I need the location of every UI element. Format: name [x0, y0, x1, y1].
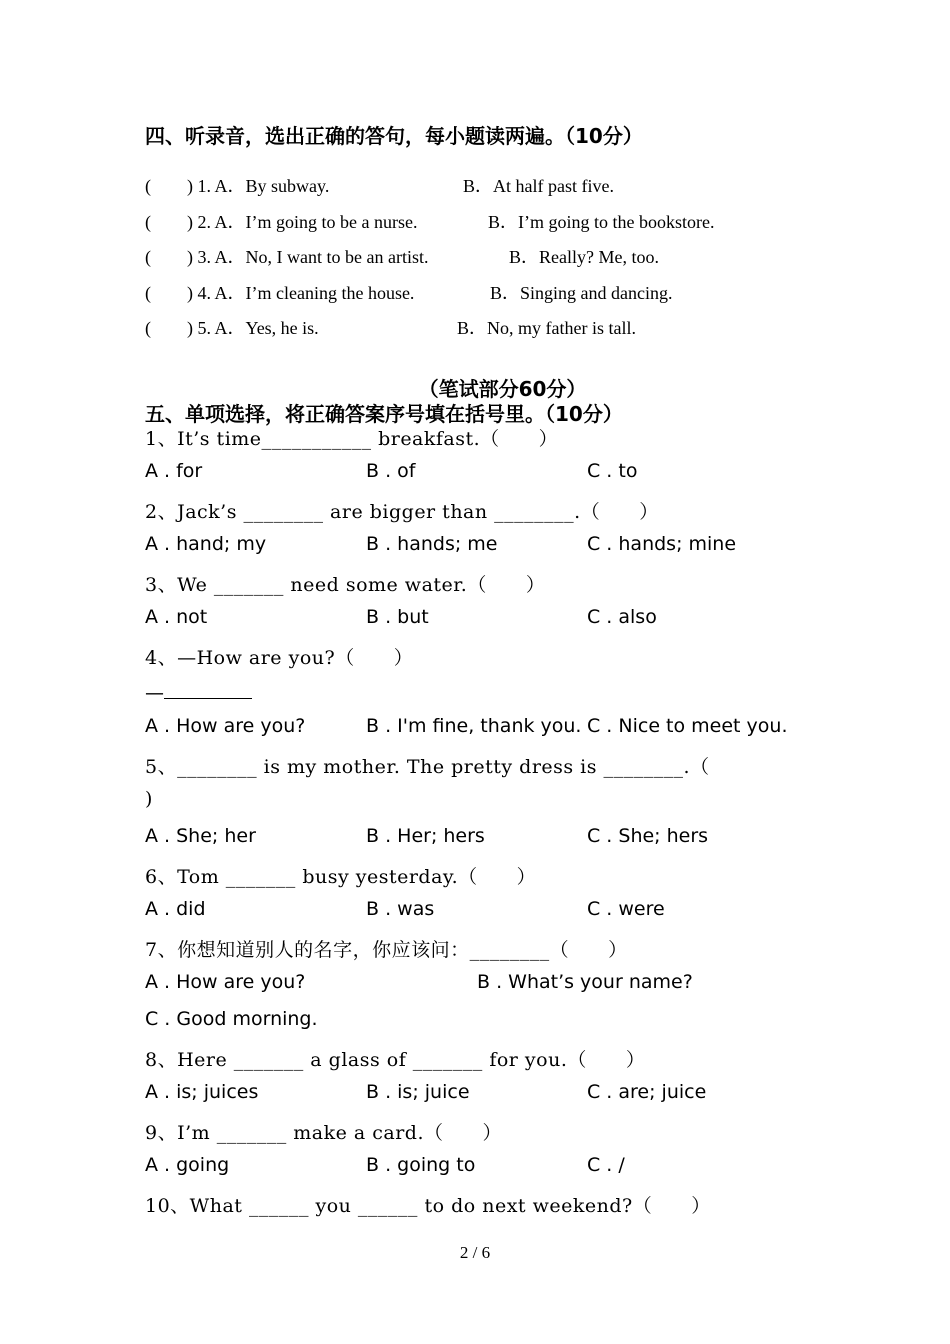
- listening-q3-option-b: B．Really? Me, too.: [509, 247, 659, 267]
- q9-option-a: A . going: [145, 1154, 230, 1176]
- question-5: 5、________ is my mother. The pretty dress is ________.（: [145, 756, 710, 778]
- q6-option-b: B . was: [366, 898, 435, 920]
- question-5-continuation: ): [145, 788, 153, 810]
- q4-option-a: A . How are you?: [145, 715, 306, 737]
- q4-reply-line: [145, 680, 252, 704]
- q8-option-a: A . is; juices: [145, 1081, 259, 1103]
- q3-option-a: A . not: [145, 606, 208, 628]
- listening-q3: ( ) 3. A．No, I want to be an artist.: [145, 247, 429, 267]
- q6-option-c: C . were: [587, 898, 665, 920]
- question-4: 4、—How are you?（ ）: [145, 647, 414, 669]
- listening-q4: ( ) 4. A．I’m cleaning the house.: [145, 283, 415, 303]
- q4-option-b: B . I'm fine, thank you.: [366, 715, 582, 737]
- question-1: 1、It’s time___________ breakfast.（ ）: [145, 428, 559, 450]
- page-number: 2 / 6: [459, 1243, 491, 1262]
- listening-q5-option-b: B．No, my father is tall.: [457, 318, 636, 338]
- q2-option-a: A . hand; my: [145, 533, 267, 555]
- q9-option-b: B . going to: [366, 1154, 476, 1176]
- section4-title: 四、听录音，选出正确的答句，每小题读两遍。（10分）: [145, 124, 643, 148]
- q2-option-b: B . hands; me: [366, 533, 498, 555]
- question-10: 10、What ______ you ______ to do next weekend?（ ）: [145, 1195, 711, 1217]
- q7-option-c: C . Good morning.: [145, 1008, 318, 1030]
- q1-option-c: C . to: [587, 460, 638, 482]
- q5-option-a: A . She; her: [145, 825, 256, 847]
- question-8: 8、Here _______ a glass of _______ for you.（ ）: [145, 1049, 646, 1071]
- listening-q4-option-b: B．Singing and dancing.: [490, 283, 673, 303]
- q1-option-a: A . for: [145, 460, 203, 482]
- q5-option-b: B . Her; hers: [366, 825, 485, 847]
- q6-option-a: A . did: [145, 898, 206, 920]
- q2-option-c: C . hands; mine: [587, 533, 737, 555]
- listening-q2: ( ) 2. A．I’m going to be a nurse.: [145, 212, 418, 232]
- section5-title: 五、单项选择，将正确答案序号填在括号里。（10分）: [145, 402, 623, 426]
- q8-option-c: C . are; juice: [587, 1081, 707, 1103]
- question-6: 6、Tom _______ busy yesterday.（ ）: [145, 866, 537, 888]
- question-9: 9、I’m _______ make a card.（ ）: [145, 1122, 502, 1144]
- listening-q1: ( ) 1. A．By subway.: [145, 176, 330, 196]
- written-part-heading: （笔试部分60分）: [418, 377, 587, 401]
- question-3: 3、We _______ need some water.（ ）: [145, 574, 546, 596]
- q4-option-c: C . Nice to meet you.: [587, 715, 788, 737]
- listening-q5: ( ) 5. A．Yes, he is.: [145, 318, 319, 338]
- q5-option-c: C . She; hers: [587, 825, 709, 847]
- question-2: 2、Jack’s ________ are bigger than ________.（ ）: [145, 501, 659, 523]
- listening-q1-option-b: B．At half past five.: [463, 176, 614, 196]
- q8-option-b: B . is; juice: [366, 1081, 470, 1103]
- q3-option-b: B . but: [366, 606, 429, 628]
- q1-option-b: B . of: [366, 460, 416, 482]
- q3-option-c: C . also: [587, 606, 657, 628]
- q7-option-a: A . How are you?: [145, 971, 306, 993]
- question-7: 7、你想知道别人的名字，你应该问：________（ ）: [145, 939, 628, 961]
- listening-q2-option-b: B．I’m going to the bookstore.: [488, 212, 715, 232]
- q4-reply-dash: —: [145, 682, 164, 704]
- q7-option-b: B . What’s your name?: [477, 971, 693, 993]
- q9-option-c: C . /: [587, 1154, 625, 1176]
- q4-reply-blank: [164, 680, 252, 699]
